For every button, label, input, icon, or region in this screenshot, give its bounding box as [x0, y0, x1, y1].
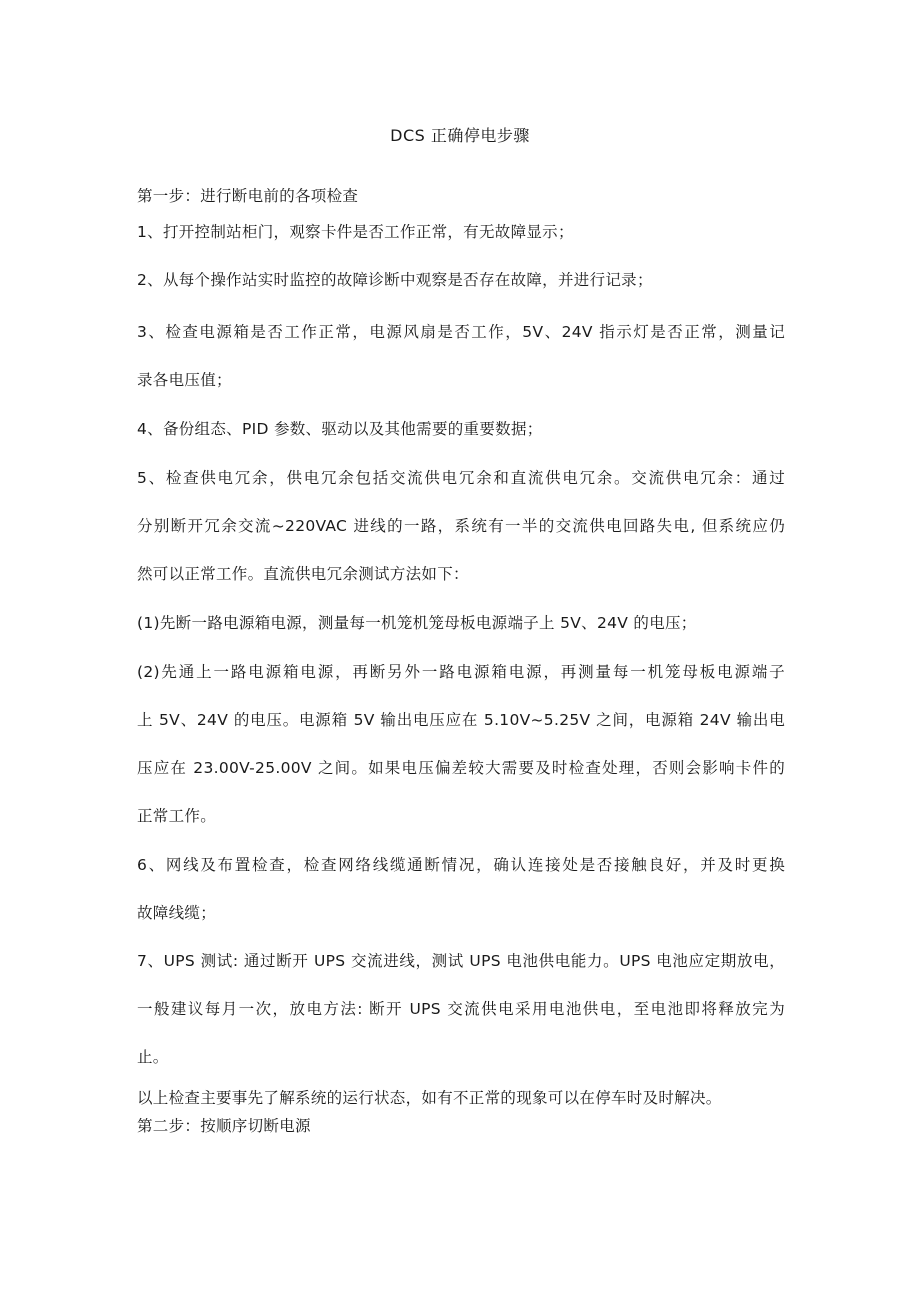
- item-3: [137, 308, 785, 404]
- sub-item-1: [137, 599, 785, 647]
- document-title: DCS 正确停电步骤: [390, 126, 530, 145]
- sub-item-2-line-2: 上 5V、24V 的电压。电源箱 5V 输出电压应在 5.10V~5.25V 之间，电源箱 24V 输出电: [137, 711, 785, 729]
- item-7-line-1: 7、UPS 测试: 通过断开 UPS 交流进线，测试 UPS 电池供电能力。UPS 电池应定期放电，: [137, 952, 785, 970]
- step2-heading: 第二步：按顺序切断电源: [137, 1117, 311, 1135]
- sub-item-2-line-4: 正常工作。: [137, 807, 217, 825]
- item-5-line-3: 然可以正常工作。直流供电冗余测试方法如下：: [137, 565, 469, 583]
- item-6-line-2: 故障线缆；: [137, 904, 217, 922]
- sub-item-2: [137, 648, 785, 840]
- summary: [137, 1084, 785, 1140]
- item-3-line-2: 录各电压值；: [137, 371, 232, 389]
- sub-item-2-line-3: 压应在 23.00V-25.00V 之间。如果电压偏差较大需要及时检查处理，否则会影响卡件的: [137, 759, 785, 777]
- item-2: [137, 256, 785, 304]
- sub-item-2-line-1: (2)先通上一路电源箱电源，再断另外一路电源箱电源，再测量每一机笼母板电源端子: [137, 663, 785, 681]
- item-6: [137, 841, 785, 937]
- sub-item-1-text: (1)先断一路电源箱电源，测量每一机笼机笼母板电源端子上 5V、24V 的电压；: [137, 614, 697, 632]
- summary-text: 以上检查主要事先了解系统的运行状态，如有不正常的现象可以在停车时及时解决。: [137, 1089, 722, 1107]
- item-5: [137, 454, 785, 598]
- item-6-line-1: 6、网线及布置检查，检查网络线缆通断情况，确认连接处是否接触良好，并及时更换: [137, 856, 785, 874]
- step1-heading-text: 第一步：进行断电前的各项检查: [137, 187, 359, 205]
- item-7-line-3: 止。: [137, 1048, 169, 1066]
- item-4: [137, 405, 785, 453]
- item-3-line-1: 3、检查电源箱是否工作正常，电源风扇是否工作，5V、24V 指示灯是否正常，测量记: [137, 323, 785, 341]
- item-5-line-1: 5、检查供电冗余，供电冗余包括交流供电冗余和直流供电冗余。交流供电冗余：通过: [137, 469, 785, 487]
- item-2-text: 2、从每个操作站实时监控的故障诊断中观察是否存在故障，并进行记录；: [137, 271, 653, 289]
- item-7: [137, 937, 785, 1081]
- item-5-line-2: 分别断开冗余交流~220VAC 进线的一路，系统有一半的交流供电回路失电, 但系统应仍: [137, 517, 785, 535]
- item-1: [137, 208, 785, 256]
- item-1-text: 1、打开控制站柜门，观察卡件是否工作正常，有无故障显示；: [137, 223, 574, 241]
- item-4-text: 4、备份组态、PID 参数、驱动以及其他需要的重要数据；: [137, 420, 543, 438]
- item-7-line-2: 一般建议每月一次，放电方法: 断开 UPS 交流供电采用电池供电，至电池即将释放完为: [137, 1000, 785, 1018]
